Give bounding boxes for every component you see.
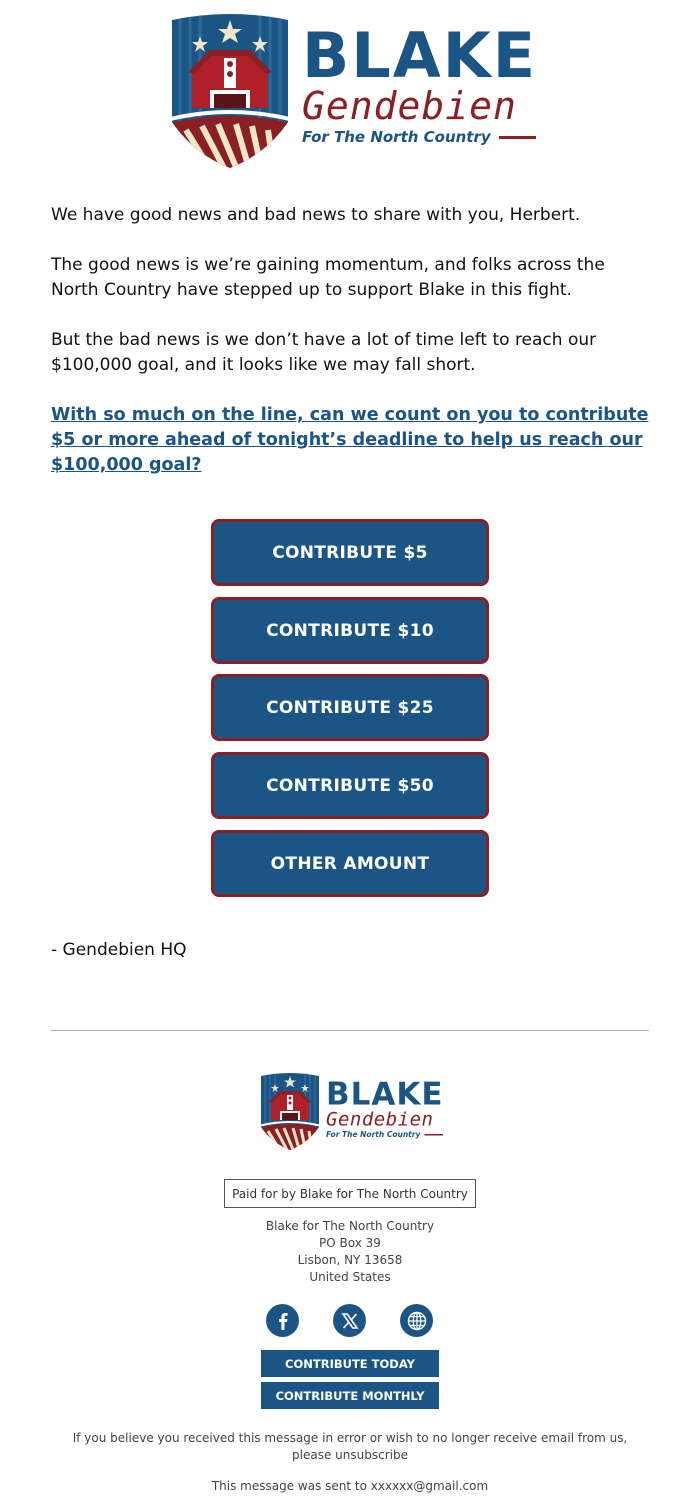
x-link[interactable] [333,1304,366,1337]
globe-icon [406,1310,428,1332]
footer-divider [51,1030,649,1031]
logo-wordmark [302,19,542,146]
contribute-50-button[interactable]: CONTRIBUTE $50 [211,752,489,819]
logo-last-name: Gendebien [302,84,517,128]
other-amount-button[interactable]: OTHER AMOUNT [211,830,489,897]
barn-emblem-icon [166,12,294,172]
intro-paragraph: We have good news and bad news to share with you, Herbert. [51,205,581,225]
x-icon [340,1311,360,1331]
footer-logo-tagline: For The North Country [326,1130,421,1139]
footer-logo-tagline-rule [424,1134,443,1136]
address-country: United States [309,1270,391,1284]
contribute-cta-link[interactable]: With so much on the line, can we count on you to contribute $5 or more ahead of tonight’s deadline to help us reach our $100,000 goal? [51,405,649,475]
paid-for-disclaimer: Paid for by Blake for The North Country [224,1179,476,1208]
contribute-5-button[interactable]: CONTRIBUTE $5 [211,519,489,586]
facebook-link[interactable] [266,1304,299,1337]
contribute-10-button[interactable]: CONTRIBUTE $10 [211,597,489,664]
footer-logo-first-name: BLAKE [326,1075,444,1112]
signoff: - Gendebien HQ [51,940,187,960]
footer-logo-wordmark [326,1075,446,1139]
contribute-25-button[interactable]: CONTRIBUTE $25 [211,674,489,741]
contribute-today-button[interactable]: CONTRIBUTE TODAY [261,1350,439,1377]
logo-tagline: For The North Country [302,128,491,146]
address-city: Lisbon, NY 13658 [297,1253,403,1267]
bad-news-paragraph: But the bad news is we don’t have a lot of time left to reach our $100,000 goal, and it looks like we may fall short. [51,330,597,375]
logo-tagline-rule [499,136,536,139]
contribute-monthly-button[interactable]: CONTRIBUTE MONTHLY [261,1382,439,1409]
address-po-box: PO Box 39 [319,1236,381,1250]
footer-logo [258,1072,446,1152]
footer-logo-last-name: Gendebien [326,1108,434,1130]
sent-to-line: This message was sent to xxxxxx@gmail.com [211,1479,489,1493]
footer-barn-emblem-icon [258,1072,322,1152]
header-logo [166,12,542,172]
facebook-icon [273,1311,293,1331]
unsubscribe-note[interactable]: If you believe you received this message in error or wish to no longer receive email from us, please unsubscribe [72,1431,628,1462]
logo-first-name: BLAKE [302,19,538,92]
website-link[interactable] [400,1304,433,1337]
good-news-paragraph: The good news is we’re gaining momentum, and folks across the North Country have stepped up to support Blake in this fight. [51,255,605,300]
address-org: Blake for The North Country [265,1219,435,1233]
